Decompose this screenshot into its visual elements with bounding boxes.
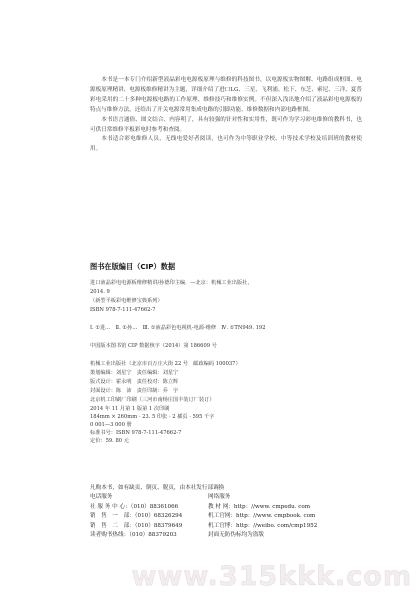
- cip-record-number: 中国版本图书馆 CIP 数据核字（2014）第 186609 号: [90, 343, 217, 349]
- abstract-paragraph-3: 本书适合彩电维修人员、无线电爱好者阅读，也可作为中等职业学校、中等技术学校及培训班的教材使用。: [90, 136, 362, 153]
- editor-credits-3: 封面设计：陈 沛 责任印制：乔 宇: [90, 388, 179, 394]
- site-watermark: [131, 561, 412, 591]
- abstract-paragraph-2: 本书语言通俗、图文结合、内容明了，具有较强的针对性和实用性，既可作为学习彩电维修的教科书，也可供日常维修平板彩电时参考和查阅。: [90, 116, 362, 133]
- service-link[interactable]: 机工官博：http：//weibo. com/cmp1952: [208, 522, 318, 529]
- editor-credits-2: 版式设计：霍永明 责任校对：陈立辉: [90, 379, 179, 385]
- cip-heading: 图书在版编目（CIP）数据: [90, 262, 176, 271]
- service-row: [90, 522, 390, 531]
- editor-credits-1: 策划编辑：刘星宁 责任编辑：刘星宁: [90, 370, 179, 376]
- publisher-address: 机械工业出版社（北京市百万庄大街 22 号 邮政编码 100037）: [90, 361, 241, 367]
- cip-classification: Ⅰ. ①进… Ⅱ. ①孙… Ⅲ. ①液晶彩色电视机-电源-维修 Ⅳ. ①TN949. 192: [90, 325, 266, 331]
- printer-info: 北京机工印刷厂印刷（三河市南杨庄国丰装订厂装订）: [90, 397, 215, 403]
- service-phone: 读者购书热线：（010）88379203: [90, 531, 177, 538]
- cip-bib-line: 进口液晶彩电电源板维修精讲/孙德印主编．—北京：机械工业出版社，: [90, 280, 253, 286]
- anti-piracy-notice: 封面无防伪标均为盗版: [208, 531, 264, 538]
- abstract-paragraph-1: 本书是一本专门介绍新型液晶彩电电源板原理与维修的科技图书，以电源板实物图解、电路组成框图、电源板原理精讲、电源板维修精讲为主题，详细介绍了进口LG、三星、飞利浦、松下、东芝、索尼、三洋、夏普彩电采用的二十多种电源板电路的工作原理、维修技巧和维修实例。不但深入浅出地介绍了液晶彩电电源板的特点与维修方法，还给出了开关电源常用集成电路的引脚功能、维修数据和内部电路框图。: [90, 77, 362, 113]
- replacement-notice: 凡购本书，如有缺页、倒页、脱页，由本社发行部调换: [90, 485, 225, 491]
- phone-service-label: 电话服务: [90, 494, 113, 501]
- service-link[interactable]: 教 材 网：http：//www. cmpedu. com: [208, 503, 311, 510]
- service-link[interactable]: 机工官网：http：//www. cmpbook. com: [208, 513, 316, 520]
- format-info: 184mm × 260mm · 23. 5 印张 · 2 插页 · 595 千字: [90, 414, 215, 420]
- book-abstract: [90, 76, 362, 155]
- price: 定价：59. 80 元: [90, 438, 129, 444]
- service-phone: 社 服 务 中 心：（010）88361066: [90, 503, 179, 510]
- cip-bib-year: 2014. 9: [90, 289, 110, 295]
- service-row: [90, 503, 390, 512]
- service-headers: [90, 493, 390, 502]
- net-service-label: 网络服务: [208, 494, 231, 501]
- service-row: [90, 512, 390, 521]
- cip-series: （新型平板彩电维修宝典系列）: [90, 298, 163, 304]
- service-row: [90, 531, 390, 540]
- cip-isbn: ISBN 978-7-111-47662-7: [90, 307, 156, 313]
- print-run: 0 001—3 000 册: [90, 422, 132, 428]
- standard-isbn: 标准书号：ISBN 978-7-111-47662-7: [90, 430, 182, 436]
- cip-block: [90, 262, 362, 445]
- watermark-text: www.315kkk.com: [131, 561, 412, 592]
- service-phone: 销 售 二 部：（010）88379649: [90, 522, 183, 529]
- service-block: [90, 484, 390, 540]
- service-phone: 销 售 一 部：（010）68326294: [90, 513, 183, 520]
- edition-info: 2014 年 11 月第 1 版第 1 次印刷: [90, 406, 170, 412]
